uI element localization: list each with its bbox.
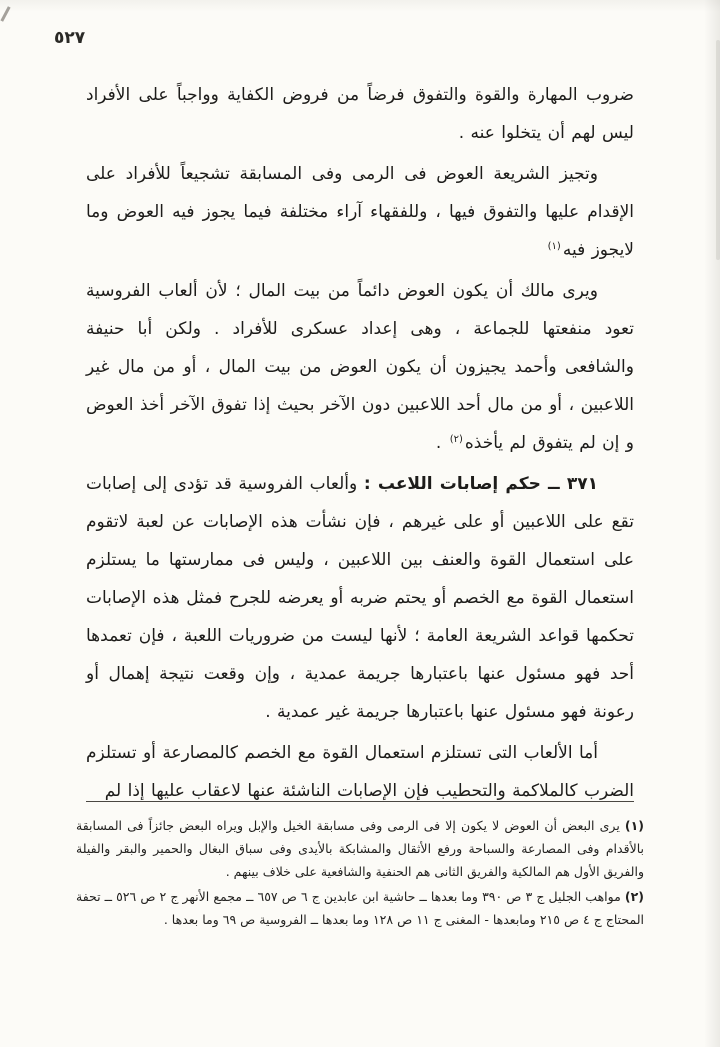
paragraph-text: أما الألعاب التى تستلزم استعمال القوة مع الخصم كالمصارعة أو تستلزم الضرب كالملاكمة والتحطيب فإن الإصابات الناشئة عنها لاعقاب عليها إذا لم xyxy=(86,743,634,801)
footnote-marker: (٢) xyxy=(624,889,644,904)
body-text-block xyxy=(86,76,634,813)
footnote-text: يرى البعض أن العوض لا يكون إلا فى الرمى وفى مسابقة الخيل والإبل ويراه البعض جائزاً فى المسابقة بالأقدام وفى المصارعة والسباحة ورفع الأثقال والمشابكة بالأيدى وفى سباق البغال والحمير والبقر والفيلة والفريق الأول هم المالكية والفريق الثانى هم الحنفية والشافعية على خلاف بينهم . xyxy=(76,818,644,879)
footnote-item xyxy=(76,814,644,883)
section-paragraph xyxy=(86,465,634,731)
paragraph xyxy=(86,155,634,269)
scan-artifact xyxy=(0,6,10,22)
scan-edge-shadow xyxy=(716,40,720,260)
footnote-separator xyxy=(86,801,634,802)
footnote-ref-2: (٢) xyxy=(449,434,463,445)
page-number: ٥٢٧ xyxy=(54,28,86,48)
footnote-ref-1: (١) xyxy=(547,241,561,252)
paragraph-text: وألعاب الفروسية قد تؤدى إلى إصابات تقع على اللاعبين أو على غيرهم ، فإن نشأت هذه الإصابات عن لعبة لاتقوم على استعمال القوة والعنف بين اللاعبين ، وليس فى ممارستها ما يستلزم استعمال القوة مع الخصم أو يحتم ضربه أو يعرضه للجرح فمثل هذه الإصابات تحكمها قواعد الشريعة العامة ؛ لأنها ليست من ضروريات اللعبة ، فإن تعمدها أحد فهو مسئول عنها باعتبارها جريمة عمدية ، وإن وقعت نتيجة إهمال أو رعونة فهو مسئول عنها باعتبارها جريمة غير عمدية . xyxy=(86,474,634,722)
paragraph-text: ويرى مالك أن يكون العوض دائماً من بيت المال ؛ لأن ألعاب الفروسية تعود منفعتها للجماعة ، وهى إعداد عسكرى للأفراد . ولكن أبا حنيفة والشافعى وأحمد يجيزون أن يكون العوض من بيت المال ، أو من مال غير اللاعبين ، أو من مال أحد اللاعبين دون الآخر بحيث إذا تفوق الآخر أخذ العوض و إن لم يتفوق لم يأخذه xyxy=(86,281,634,453)
paragraph xyxy=(86,76,634,152)
footnote-marker: (١) xyxy=(624,818,644,833)
footnotes-block xyxy=(76,814,644,933)
paragraph-text: وتجيز الشريعة العوض فى الرمى وفى المسابقة تشجيعاً للأفراد على الإقدام عليها والتفوق فيها ، وللفقهاء آراء مختلفة فيما يجوز فيه العوض وما لايجوز فيه xyxy=(86,164,634,260)
paragraph-tail: . xyxy=(435,433,448,453)
footnote-item xyxy=(76,885,644,931)
paragraph-text: ضروب المهارة والقوة والتفوق فرضاً من فروض الكفاية وواجباً على الأفراد ليس لهم أن يتخلوا عنه . xyxy=(86,85,634,143)
footnote-text: مواهب الجليل ج ٣ ص ٣٩٠ وما بعدها ــ حاشية ابن عابدين ج ٦ ص ٦٥٧ ــ مجمع الأنهر ج ٢ ص ٥٢٦ ــ تحفة المحتاج ج ٤ ص ٢١٥ ومابعدها - المغنى ج ١١ ص ١٢٨ وما بعدها ــ الفروسية ص ٦٩ وما بعدها . xyxy=(76,889,644,927)
paragraph xyxy=(86,272,634,462)
paragraph xyxy=(86,734,634,810)
section-heading: ٣٧١ ــ حكم إصابات اللاعب : xyxy=(363,474,598,494)
